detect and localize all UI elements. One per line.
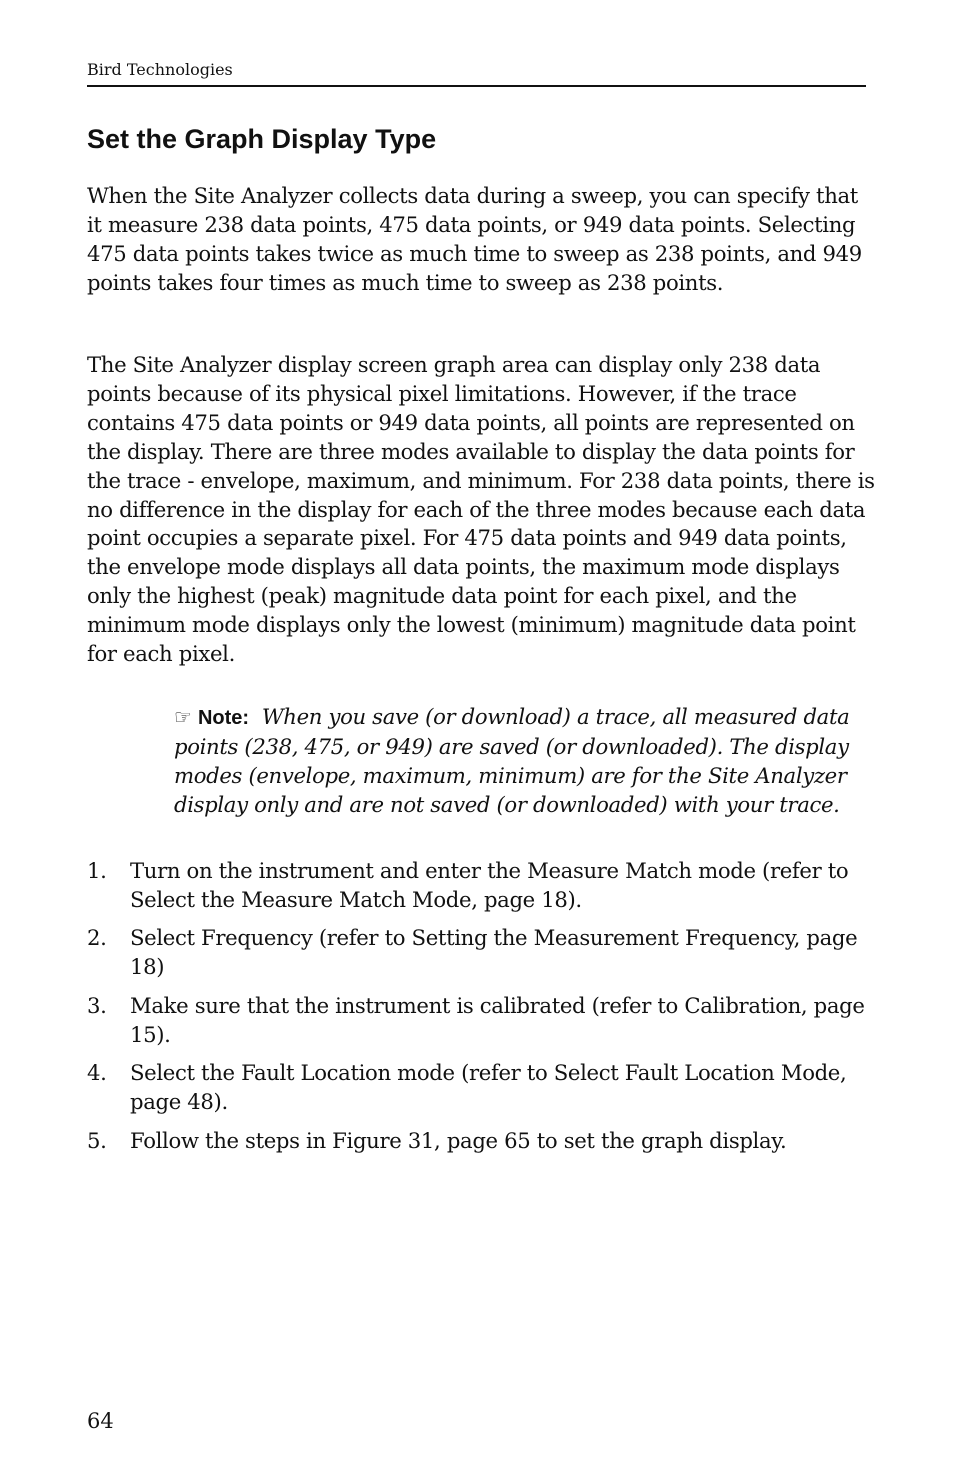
- pointing-hand-icon: ☞: [174, 705, 192, 729]
- step-number: 4.: [87, 1060, 107, 1086]
- list-item: [87, 1127, 877, 1156]
- section-title: Set the Graph Display Type: [87, 124, 437, 154]
- step-number: 3.: [87, 992, 107, 1018]
- list-item: [87, 924, 877, 982]
- list-item: [87, 992, 877, 1050]
- note-text: When you save (or download) a trace, all measured data points (238, 475, or 949) are saved (or downloaded). The display modes (envelope, maximum, minimum) are for the Site Analyzer display only and are not saved (or downloaded) with your trace.: [174, 704, 850, 817]
- page-number: 64: [87, 1409, 114, 1433]
- header-divider: [87, 85, 866, 87]
- procedure-steps: [87, 857, 877, 1165]
- step-text: Select Frequency (refer to Setting the Measurement Frequency, page 18): [130, 925, 858, 980]
- list-item: [87, 1059, 877, 1117]
- list-item: [87, 857, 877, 915]
- step-text: Turn on the instrument and enter the Measure Match mode (refer to Select the Measure Match Mode, page 18).: [130, 858, 849, 912]
- step-text: Follow the steps in Figure 31, page 65 to set the graph display.: [130, 1127, 787, 1153]
- step-text: Make sure that the instrument is calibrated (refer to Calibration, page 15).: [130, 992, 865, 1047]
- step-number: 1.: [87, 858, 107, 883]
- note-block: [174, 703, 874, 820]
- step-text: Select the Fault Location mode (refer to Select Fault Location Mode, page 48).: [130, 1060, 847, 1115]
- paragraph-sweep-points: When the Site Analyzer collects data during a sweep, you can specify that it measure 238 data points, 475 data points, or 949 data points. Selecting 475 data points takes twice as much time to sweep as 238 points, and 949 points takes four times as much time to sweep as 238 points.: [87, 183, 862, 295]
- paragraph-display-modes: The Site Analyzer display screen graph area can display only 238 data points because of its physical pixel limitations. However, if the trace contains 475 data points or 949 data points, all points are represented on the display. There are three modes available to display the data points for the trace - envelope, maximum, and minimum. For 238 data points, there is no difference in the display for each of the three modes because each data point occupies a separate pixel. For 475 data points and 949 data points, the envelope mode displays all data points, the maximum mode displays only the highest (peak) magnitude data point for each pixel, and the minimum mode displays only the lowest (minimum) magnitude data point for each pixel.: [87, 352, 875, 667]
- running-header: Bird Technologies: [87, 60, 233, 79]
- step-number: 2.: [87, 925, 107, 951]
- note-label: Note:: [197, 707, 250, 729]
- step-number: 5.: [87, 1127, 107, 1153]
